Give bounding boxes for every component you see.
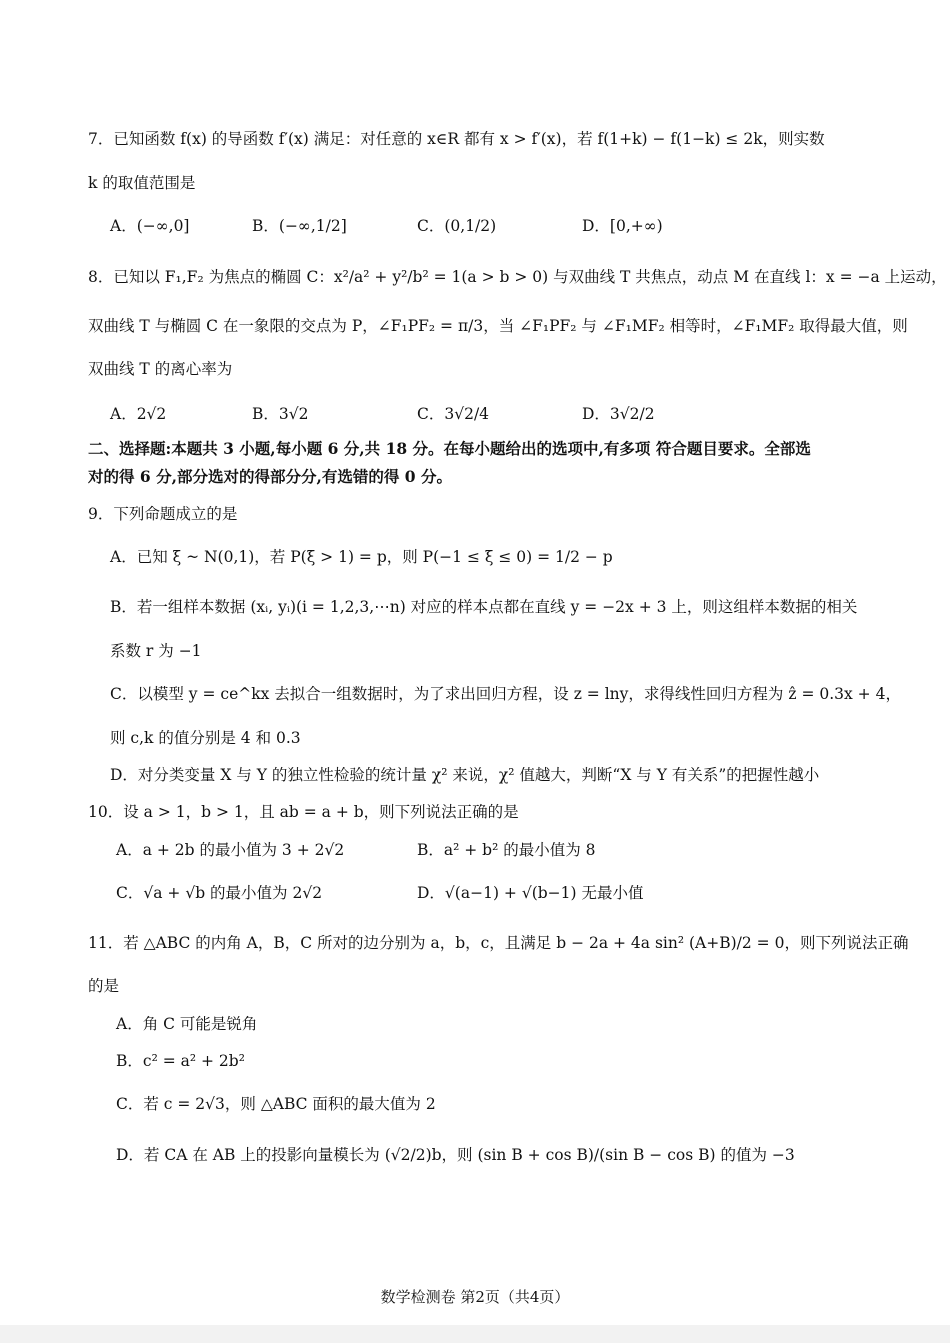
q10-option-c: C．√a + √b 的最小值为 2√2 [116, 884, 323, 902]
q8-option-a: A．2√2 [110, 405, 167, 423]
q10-option-d: D．√(a−1) + √(b−1) 无最小值 [417, 884, 644, 902]
q11-option-b: B．c² = a² + 2b² [116, 1052, 245, 1070]
q8-option-b: B．3√2 [252, 405, 309, 423]
q7-option-d: D．[0,+∞) [582, 217, 663, 235]
q11-option-a: A．角 C 可能是锐角 [116, 1015, 258, 1033]
q8-stem-line-2: 双曲线 T 与椭圆 C 在一象限的交点为 P，∠F₁PF₂ = π/3，当 ∠F₁PF₂ 与 ∠F₁MF₂ 相等时，∠F₁MF₂ 取得最大值，则 [88, 317, 908, 335]
q9-stem: 9．下列命题成立的是 [88, 505, 238, 523]
section-2-instructions-line-2: 对的得 6 分,部分选对的得部分分,有选错的得 0 分。 [88, 467, 452, 486]
q11-option-c: C．若 c = 2√3，则 △ABC 面积的最大值为 2 [116, 1095, 436, 1113]
q9-option-a: A．已知 ξ ~ N(0,1)，若 P(ξ > 1) = p，则 P(−1 ≤ ξ ≤ 0) = 1/2 − p [110, 548, 613, 566]
q11-stem-line-1: 11．若 △ABC 的内角 A，B，C 所对的边分别为 a，b，c，且满足 b − 2a + 4a sin² (A+B)/2 = 0，则下列说法正确 [88, 934, 909, 952]
q11-stem-line-2: 的是 [88, 977, 120, 995]
q10-stem: 10．设 a > 1，b > 1，且 ab = a + b，则下列说法正确的是 [88, 803, 519, 821]
q7-stem-line-2: k 的取值范围是 [88, 174, 196, 192]
q11-option-d: D．若 CA 在 AB 上的投影向量模长为 (√2/2)b，则 (sin B + cos B)/(sin B − cos B) 的值为 −3 [116, 1146, 795, 1164]
q9-option-d: D．对分类变量 X 与 Y 的独立性检验的统计量 χ² 来说，χ² 值越大，判断“X 与 Y 有关系”的把握性越小 [110, 766, 820, 784]
q7-option-b: B．(−∞,1/2] [252, 217, 347, 235]
q10-option-a: A．a + 2b 的最小值为 3 + 2√2 [116, 841, 345, 859]
q9-option-b-line-2: 系数 r 为 −1 [110, 642, 202, 660]
q9-option-b-line-1: B．若一组样本数据 (xᵢ, yᵢ)(i = 1,2,3,⋯n) 对应的样本点都在直线 y = −2x + 3 上，则这组样本数据的相关 [110, 598, 858, 616]
q9-option-c-line-1: C．以模型 y = ce^kx 去拟合一组数据时，为了求出回归方程，设 z = lny，求得线性回归方程为 ẑ = 0.3x + 4， [110, 685, 901, 703]
section-2-instructions-line-1: 二、选择题:本题共 3 小题,每小题 6 分,共 18 分。在每小题给出的选项中,有多项 符合题目要求。全部选 [88, 439, 811, 458]
q8-option-c: C．3√2/4 [417, 405, 490, 423]
q7-stem-line-1: 7．已知函数 f(x) 的导函数 f′(x) 满足：对任意的 x∈R 都有 x > f′(x)，若 f(1+k) − f(1−k) ≤ 2k，则实数 [88, 130, 825, 148]
q9-option-c-line-2: 则 c,k 的值分别是 4 和 0.3 [110, 729, 301, 747]
q8-stem-line-3: 双曲线 T 的离心率为 [88, 360, 233, 378]
bottom-scan-band [0, 1325, 950, 1343]
page-footer: 数学检测卷 第2页（共4页） [380, 1288, 570, 1306]
q7-option-a: A．(−∞,0] [110, 217, 190, 235]
q7-option-c: C．(0,1/2) [417, 217, 497, 235]
q10-option-b: B．a² + b² 的最小值为 8 [417, 841, 596, 859]
q8-option-d: D．3√2/2 [582, 405, 655, 423]
q8-stem-line-1: 8．已知以 F₁,F₂ 为焦点的椭圆 C：x²/a² + y²/b² = 1(a > b > 0) 与双曲线 T 共焦点，动点 M 在直线 l：x = −a 上运动， [88, 268, 947, 286]
